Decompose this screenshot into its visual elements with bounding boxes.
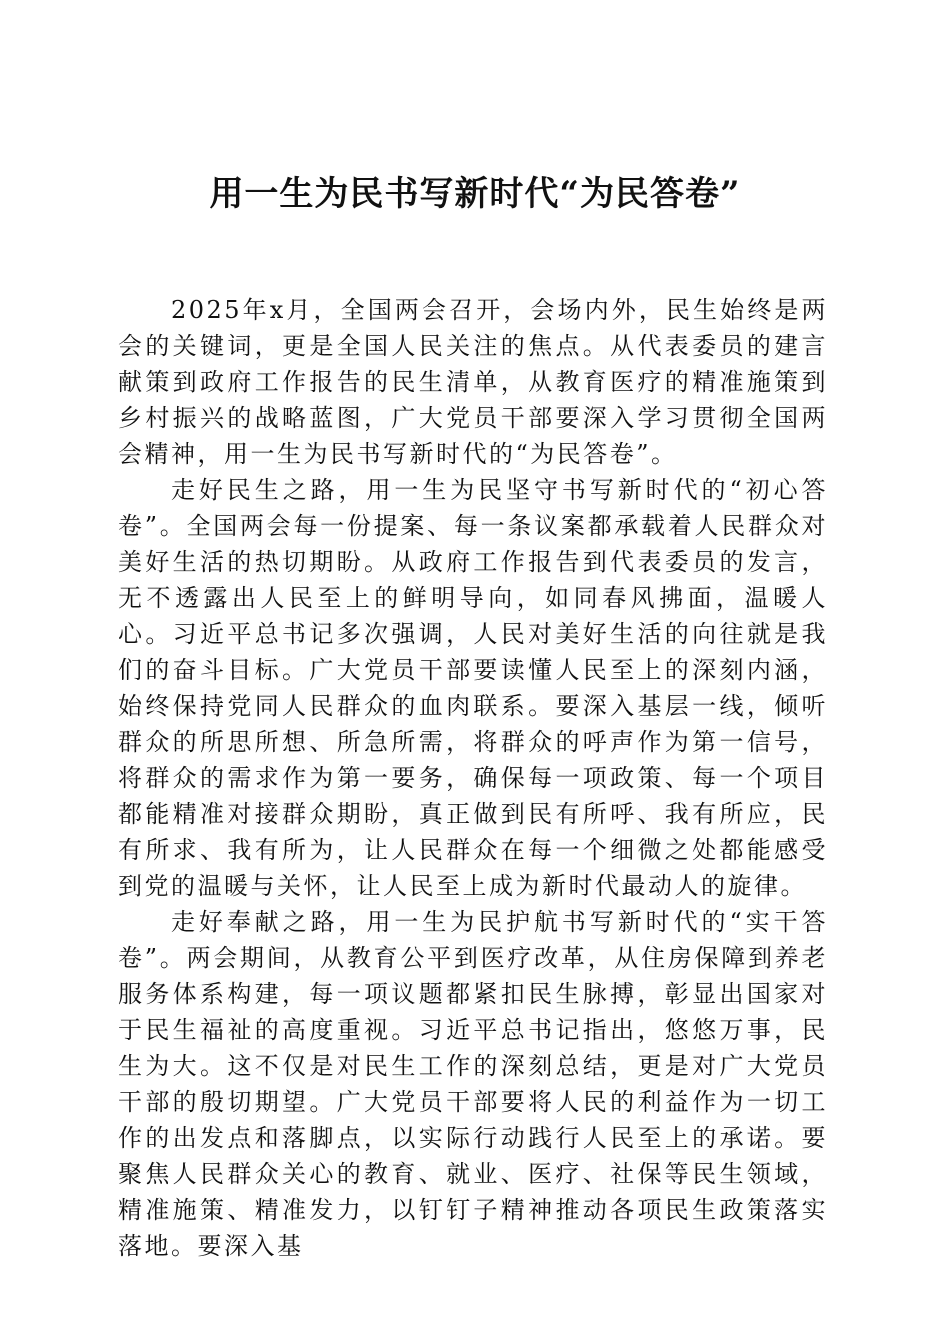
document-body bbox=[118, 292, 828, 1264]
paragraph-3: 走好奉献之路，用一生为民护航书写新时代的“实干答卷”。两会期间，从教育公平到医疗改革，从住房保障到养老服务体系构建，每一项议题都紧扣民生脉搏，彰显出国家对于民生福祉的高度重视。习近平总书记指出，悠悠万事，民生为大。这不仅是对民生工作的深刻总结，更是对广大党员干部的殷切期望。广大党员干部要将人民的利益作为一切工作的出发点和落脚点，以实际行动践行人民至上的承诺。要聚焦人民群众关心的教育、就业、医疗、社保等民生领域，精准施策、精准发力，以钉钉子精神推动各项民生政策落实落地。要深入基 bbox=[118, 908, 828, 1260]
document-title: 用一生为民书写新时代“为民答卷” bbox=[209, 174, 741, 214]
paragraph-1: 2025年x月，全国两会召开，会场内外，民生始终是两会的关键词，更是全国人民关注的焦点。从代表委员的建言献策到政府工作报告的民生清单，从教育医疗的精准施策到乡村振兴的战略蓝图，广大党员干部要深入学习贯彻全国两会精神，用一生为民书写新时代的“为民答卷”。 bbox=[118, 296, 828, 468]
paragraph-2: 走好民生之路，用一生为民坚守书写新时代的“初心答卷”。全国两会每一份提案、每一条议案都承载着人民群众对美好生活的热切期盼。从政府工作报告到代表委员的发言，无不透露出人民至上的鲜明导向，如同春风拂面，温暖人心。习近平总书记多次强调，人民对美好生活的向往就是我们的奋斗目标。广大党员干部要读懂人民至上的深刻内涵，始终保持党同人民群众的血肉联系。要深入基层一线，倾听群众的所思所想、所急所需，将群众的呼声作为第一信号，将群众的需求作为第一要务，确保每一项政策、每一个项目都能精准对接群众期盼，真正做到民有所呼、我有所应，民有所求、我有所为，让人民群众在每一个细微之处都能感受到党的温暖与关怀，让人民至上成为新时代最动人的旋律。 bbox=[118, 476, 828, 900]
